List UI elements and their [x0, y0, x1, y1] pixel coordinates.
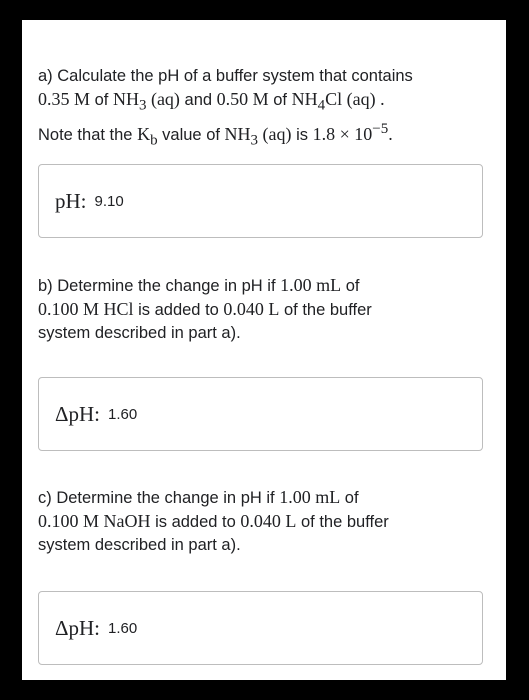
added-to-text: is added to	[133, 301, 224, 319]
kb-value	[312, 120, 393, 144]
nh4-base: NH	[291, 89, 318, 109]
question-b-end: system described in part a).	[38, 324, 241, 342]
hcl-volume: 1.00 mL	[280, 275, 342, 295]
of-text: of	[340, 489, 359, 507]
value-of-text: value of	[157, 125, 225, 144]
of-text: of	[341, 277, 360, 295]
question-a-line3	[38, 118, 488, 153]
kb-base: K	[137, 123, 151, 144]
period: .	[375, 89, 385, 109]
answer-b-label: ΔpH:	[55, 401, 101, 426]
nh3-subscript: 3	[250, 132, 259, 149]
question-b-text	[38, 274, 488, 345]
question-a-line1	[38, 65, 488, 88]
buffer-text: of the buffer	[296, 513, 389, 531]
answer-c-value: 1.60	[108, 619, 138, 637]
answer-b-field[interactable]	[38, 377, 483, 451]
added-to-text: is added to	[150, 513, 241, 531]
question-b-line1	[38, 274, 488, 298]
nh3-subscript: 3	[138, 97, 147, 114]
answer-c-label: ΔpH:	[55, 615, 101, 640]
of-text: of	[90, 91, 113, 109]
hcl-concentration: 0.100 M HCl	[38, 299, 134, 319]
question-a-line2	[38, 88, 488, 118]
question-c-line2	[38, 510, 488, 534]
period: .	[388, 123, 393, 144]
nh4cl-concentration: 0.50 M	[216, 89, 269, 109]
question-b-line3	[38, 322, 488, 345]
question-a-text	[38, 65, 488, 152]
nh4cl-formula	[291, 89, 376, 114]
nh3-concentration: 0.35 M	[38, 89, 91, 109]
buffer-volume: 0.040 L	[223, 299, 280, 319]
question-b-line2	[38, 298, 488, 322]
kb-exponent: −5	[372, 120, 389, 137]
answer-a-label: pH:	[55, 188, 87, 213]
answer-b-value: 1.60	[108, 405, 138, 423]
question-c-line1	[38, 486, 488, 510]
nh3-base: NH	[224, 123, 251, 144]
question-a-intro: a) Calculate the pH of a buffer system that contains	[38, 67, 413, 85]
answer-a-value: 9.10	[94, 192, 124, 210]
nh3-formula	[112, 89, 180, 114]
buffer-text: of the buffer	[279, 301, 372, 319]
question-c-text	[38, 486, 488, 557]
is-text: is	[291, 125, 313, 144]
question-c-intro: c) Determine the change in pH if	[38, 489, 280, 507]
aq-state: (aq)	[258, 123, 292, 144]
of-text: of	[268, 91, 292, 109]
aq-state: (aq)	[342, 89, 376, 109]
cl-text: Cl	[325, 89, 343, 109]
and-text: and	[179, 91, 217, 109]
answer-c-field[interactable]	[38, 591, 483, 665]
kb-symbol	[137, 123, 158, 149]
aq-state: (aq)	[146, 89, 180, 109]
question-c-line3	[38, 534, 488, 557]
nh3-formula-2	[224, 123, 292, 149]
nh4-subscript: 4	[317, 97, 326, 114]
note-text: Note that the	[38, 125, 138, 144]
nh3-base: NH	[112, 89, 139, 109]
answer-a-field[interactable]	[38, 164, 483, 238]
buffer-volume: 0.040 L	[240, 511, 297, 531]
kb-subscript: b	[150, 132, 158, 149]
kb-mantissa: 1.8 × 10	[312, 123, 373, 144]
question-b-intro: b) Determine the change in pH if	[38, 277, 281, 295]
naoh-concentration: 0.100 M NaOH	[38, 511, 151, 531]
question-panel	[22, 20, 506, 680]
question-c-end: system described in part a).	[38, 536, 241, 554]
naoh-volume: 1.00 mL	[279, 487, 341, 507]
